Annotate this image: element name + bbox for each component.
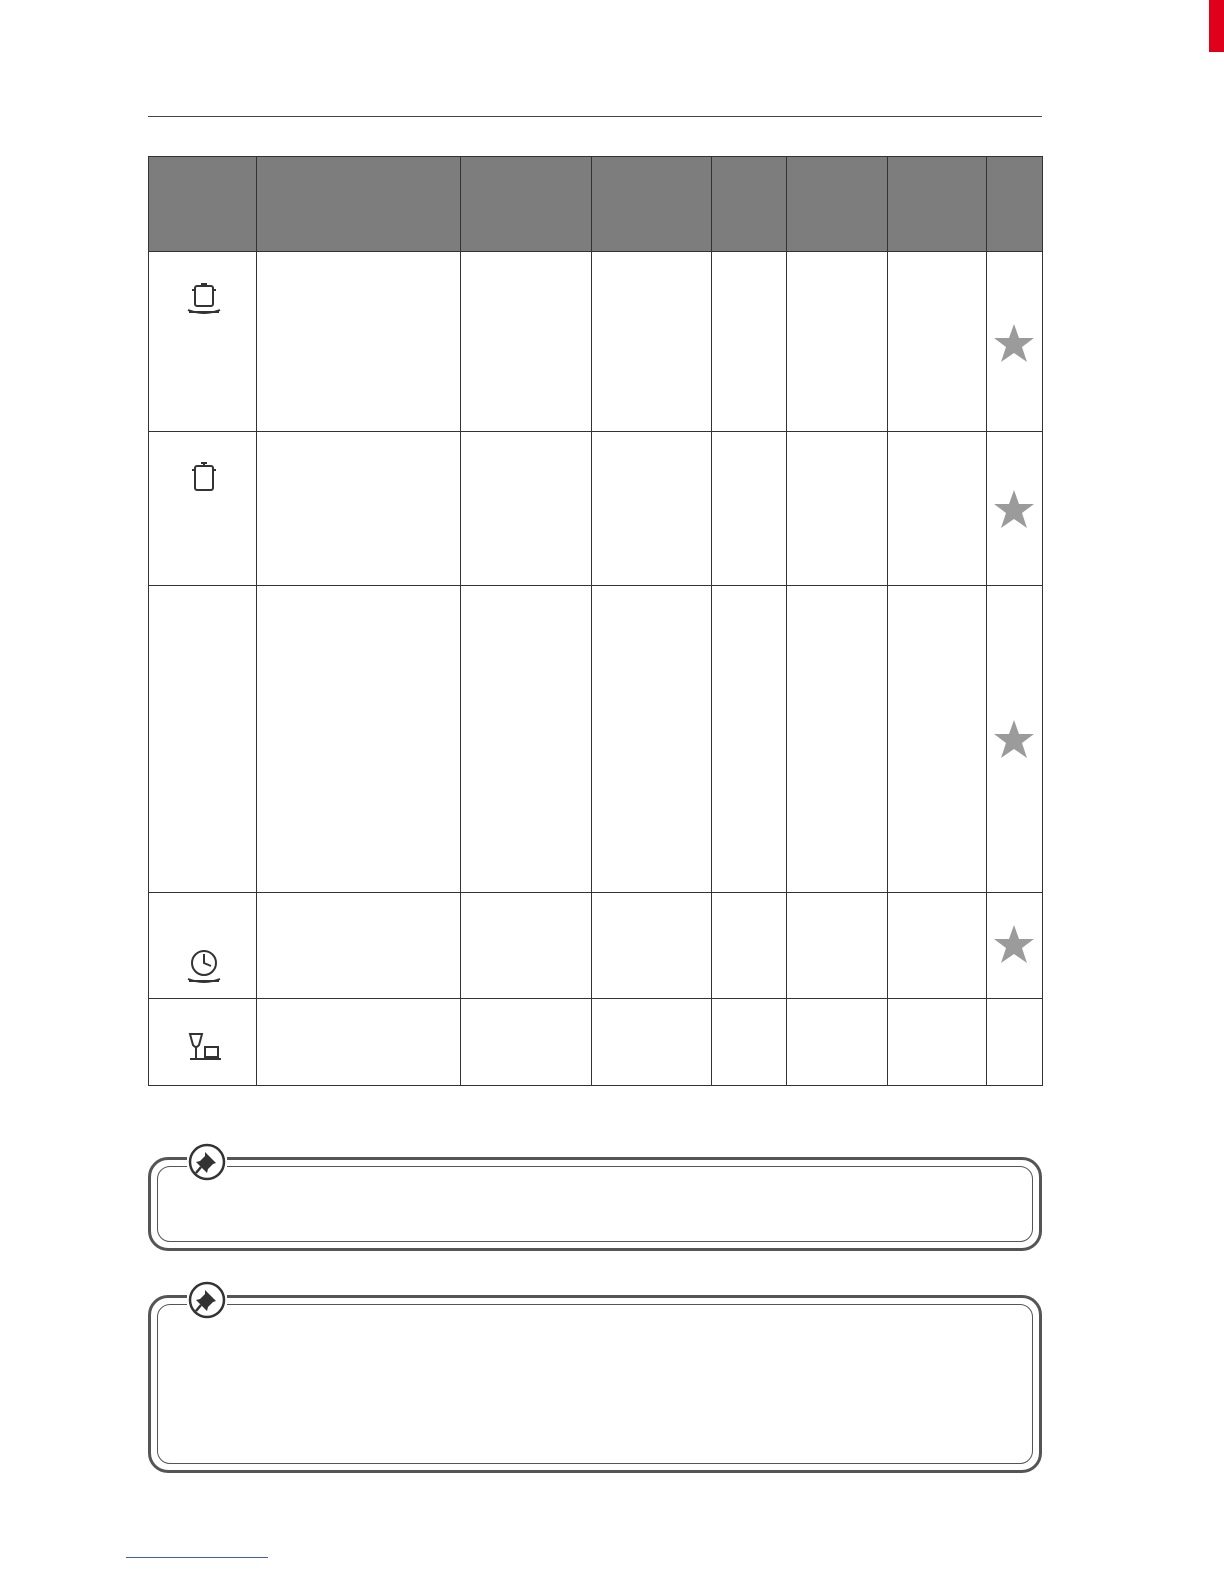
table-cell: [787, 252, 888, 432]
table-cell: [787, 893, 888, 999]
plate-clock-icon: [185, 947, 223, 987]
table-row: [149, 432, 1043, 586]
header-cell-description: [257, 157, 461, 252]
table-cell: [888, 999, 987, 1086]
table-cell: [592, 432, 712, 586]
pot-icon: [185, 458, 223, 496]
table-cell: [461, 893, 592, 999]
program-icon-cell: [149, 432, 257, 586]
note-box-inner-border: [157, 1304, 1033, 1464]
pot-on-plate-icon: [185, 280, 223, 318]
star-cell: [987, 586, 1043, 893]
program-icon-cell: [149, 893, 257, 999]
program-icon-cell: [149, 252, 257, 432]
table-row: [149, 252, 1043, 432]
star-cell: [987, 893, 1043, 999]
table-cell: [592, 999, 712, 1086]
table-cell: [888, 893, 987, 999]
table-cell: [712, 586, 787, 893]
table-cell: [712, 893, 787, 999]
star-cell: [987, 999, 1043, 1086]
table-cell: [461, 999, 592, 1086]
table-cell: [257, 432, 461, 586]
table-cell: [461, 252, 592, 432]
note-box-inner-border: [157, 1166, 1033, 1242]
header-cell-7: [888, 157, 987, 252]
program-icon-cell: [149, 999, 257, 1086]
table-cell: [592, 252, 712, 432]
header-rule: [148, 116, 1042, 117]
header-cell-3: [461, 157, 592, 252]
table-cell: [461, 432, 592, 586]
header-cell-6: [787, 157, 888, 252]
program-table-container: [148, 156, 1042, 1086]
star-cell: [987, 252, 1043, 432]
note-box: [148, 1157, 1042, 1251]
table-cell: [257, 999, 461, 1086]
table-cell: [257, 893, 461, 999]
table-row: [149, 999, 1043, 1086]
star-icon: [992, 923, 1036, 967]
header-cell-4: [592, 157, 712, 252]
table-cell: [712, 999, 787, 1086]
table-cell: [888, 252, 987, 432]
star-cell: [987, 432, 1043, 586]
table-cell: [787, 432, 888, 586]
table-cell: [257, 586, 461, 893]
table-cell: [592, 893, 712, 999]
table-cell: [712, 432, 787, 586]
table-row: [149, 893, 1043, 999]
star-icon: [992, 322, 1036, 366]
table-cell: [787, 586, 888, 893]
header-cell-program: [149, 157, 257, 252]
star-icon: [992, 718, 1036, 762]
table-cell: [257, 252, 461, 432]
table-cell: [461, 586, 592, 893]
footer-link-underline: [126, 1557, 268, 1558]
table-cell: [888, 586, 987, 893]
star-icon: [992, 488, 1036, 532]
program-table: [148, 156, 1043, 1086]
push-pin-icon: [187, 1280, 227, 1320]
push-pin-icon: [187, 1142, 227, 1182]
table-cell: [592, 586, 712, 893]
table-row: [149, 586, 1043, 893]
table-cell: [888, 432, 987, 586]
table-header-row: [149, 157, 1043, 252]
note-box: [148, 1295, 1042, 1473]
program-icon-cell: [149, 586, 257, 893]
page-edge-tab: [1209, 0, 1224, 52]
header-cell-8: [987, 157, 1043, 252]
table-cell: [712, 252, 787, 432]
header-cell-5: [712, 157, 787, 252]
table-cell: [787, 999, 888, 1086]
glass-and-cup-icon: [185, 1031, 223, 1063]
